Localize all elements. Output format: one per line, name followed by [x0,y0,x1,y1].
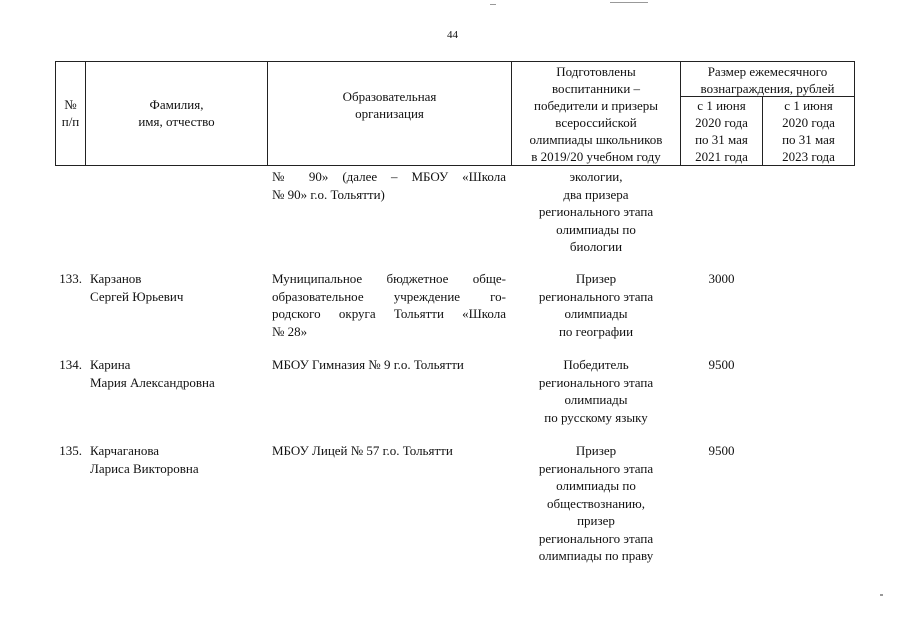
header-text-line: с 1 июня [784,98,833,113]
name-text-line: Карина [90,357,131,372]
achievement-text-line: Призер [575,271,617,286]
org-text-line: образовательное учреждение го- [272,288,506,304]
header-text-line: победители и призеры [534,98,658,113]
achievement-text-line: олимпиады по [556,221,636,237]
header-text-line: 2020 года [695,115,748,130]
achievement-text-line: олимпиады по [556,478,636,493]
header-text-line: 2021 года [695,149,748,164]
name-text-line: Сергей Юрьевич [90,288,184,304]
achievement-text-line: два призера [563,186,629,202]
achievement-text-line: призер [577,513,615,528]
table-header-bottom-border [55,165,855,166]
achievement-text-line: олимпиады по праву [538,548,654,563]
header-period-2021 [681,97,762,165]
row-number: 134. [59,357,82,372]
achievement-text-line: Победитель [563,357,629,372]
row-full-name [90,356,265,391]
header-text-line: по 31 мая [782,132,835,147]
row-reward-2021: 9500 [708,443,735,458]
header-text-line: № [64,97,77,112]
scan-speck [490,4,496,5]
header-text-line: имя, отчество [138,114,215,129]
achievement-text-line: олимпиады [564,306,628,321]
header-monthly-reward [681,63,854,97]
header-text-line: по 31 мая [695,132,748,147]
continuation-organization [272,168,506,203]
header-prepared-winners [512,63,680,165]
row-achievement [512,270,680,340]
header-text-line: 2023 года [782,149,835,164]
header-text-line: с 1 июня [697,98,746,113]
achievement-text-line: биологии [569,239,623,254]
name-text-line: Карчаганова [90,443,160,458]
header-text-line: Образовательная [342,89,437,104]
table-right-border [854,61,855,165]
header-number [56,96,85,130]
row-organization [272,270,506,340]
achievement-text-line: регионального этапа [538,204,654,219]
table-top-border [55,61,855,62]
header-text-line: воспитанники – [551,81,641,96]
achievement-text-line: по географии [558,323,634,339]
header-text-line: вознаграждения, рублей [700,81,835,96]
org-text-line: Муниципальное бюджетное обще- [272,271,506,286]
header-text-line: п/п [61,114,80,129]
page-number: 44 [447,29,458,41]
row-organization [272,356,506,374]
header-text-line: 2020 года [782,115,835,130]
scan-speck [610,2,648,3]
scan-speck [880,594,883,596]
header-text-line: всероссийской [555,115,637,130]
achievement-text-line: олимпиады [564,392,628,407]
achievement-text-line: Призер [575,443,617,458]
name-text-line: Карзанов [90,271,142,286]
name-text-line: Лариса Викторовна [90,460,199,476]
row-reward-2021: 3000 [708,271,735,286]
org-text-line: МБОУ Лицей № 57 г.о. Тольятти [272,443,453,458]
row-reward-2021: 9500 [708,357,735,372]
row-number: 133. [59,271,82,286]
achievement-text-line: регионального этапа [538,530,654,546]
row-full-name [90,442,265,477]
achievement-text-line: регионального этапа [538,288,654,304]
header-text-line: Подготовлены [556,64,636,79]
continuation-achievement [512,168,680,256]
row-achievement [512,356,680,426]
org-text-line: родского округа Тольятти «Школа [272,306,506,321]
header-text-line: Размер ежемесячного [707,64,828,79]
row-achievement [512,442,680,565]
name-text-line: Мария Александровна [90,374,215,390]
row-number: 135. [59,443,82,458]
header-full-name [86,96,267,130]
row-organization [272,442,506,460]
header-text-line: Фамилия, [149,97,204,112]
header-organization [268,88,511,122]
achievement-text-line: обществознанию, [547,495,645,511]
org-text-line: № 90» г.о. Тольятти) [272,186,385,202]
header-text-line: в 2019/20 учебном году [531,149,661,164]
org-text-line: МБОУ Гимназия № 9 г.о. Тольятти [272,357,464,372]
row-full-name [90,270,265,305]
achievement-text-line: регионального этапа [538,460,654,476]
achievement-text-line: экологии, [569,169,623,184]
achievement-text-line: по русскому языку [544,409,648,425]
org-text-line: № 90» (далее – МБОУ «Школа [272,169,506,184]
org-text-line: № 28» [272,323,308,339]
header-period-2023 [763,97,854,165]
achievement-text-line: регионального этапа [538,374,654,390]
header-text-line: организация [355,106,424,121]
header-text-line: олимпиады школьников [529,132,663,147]
